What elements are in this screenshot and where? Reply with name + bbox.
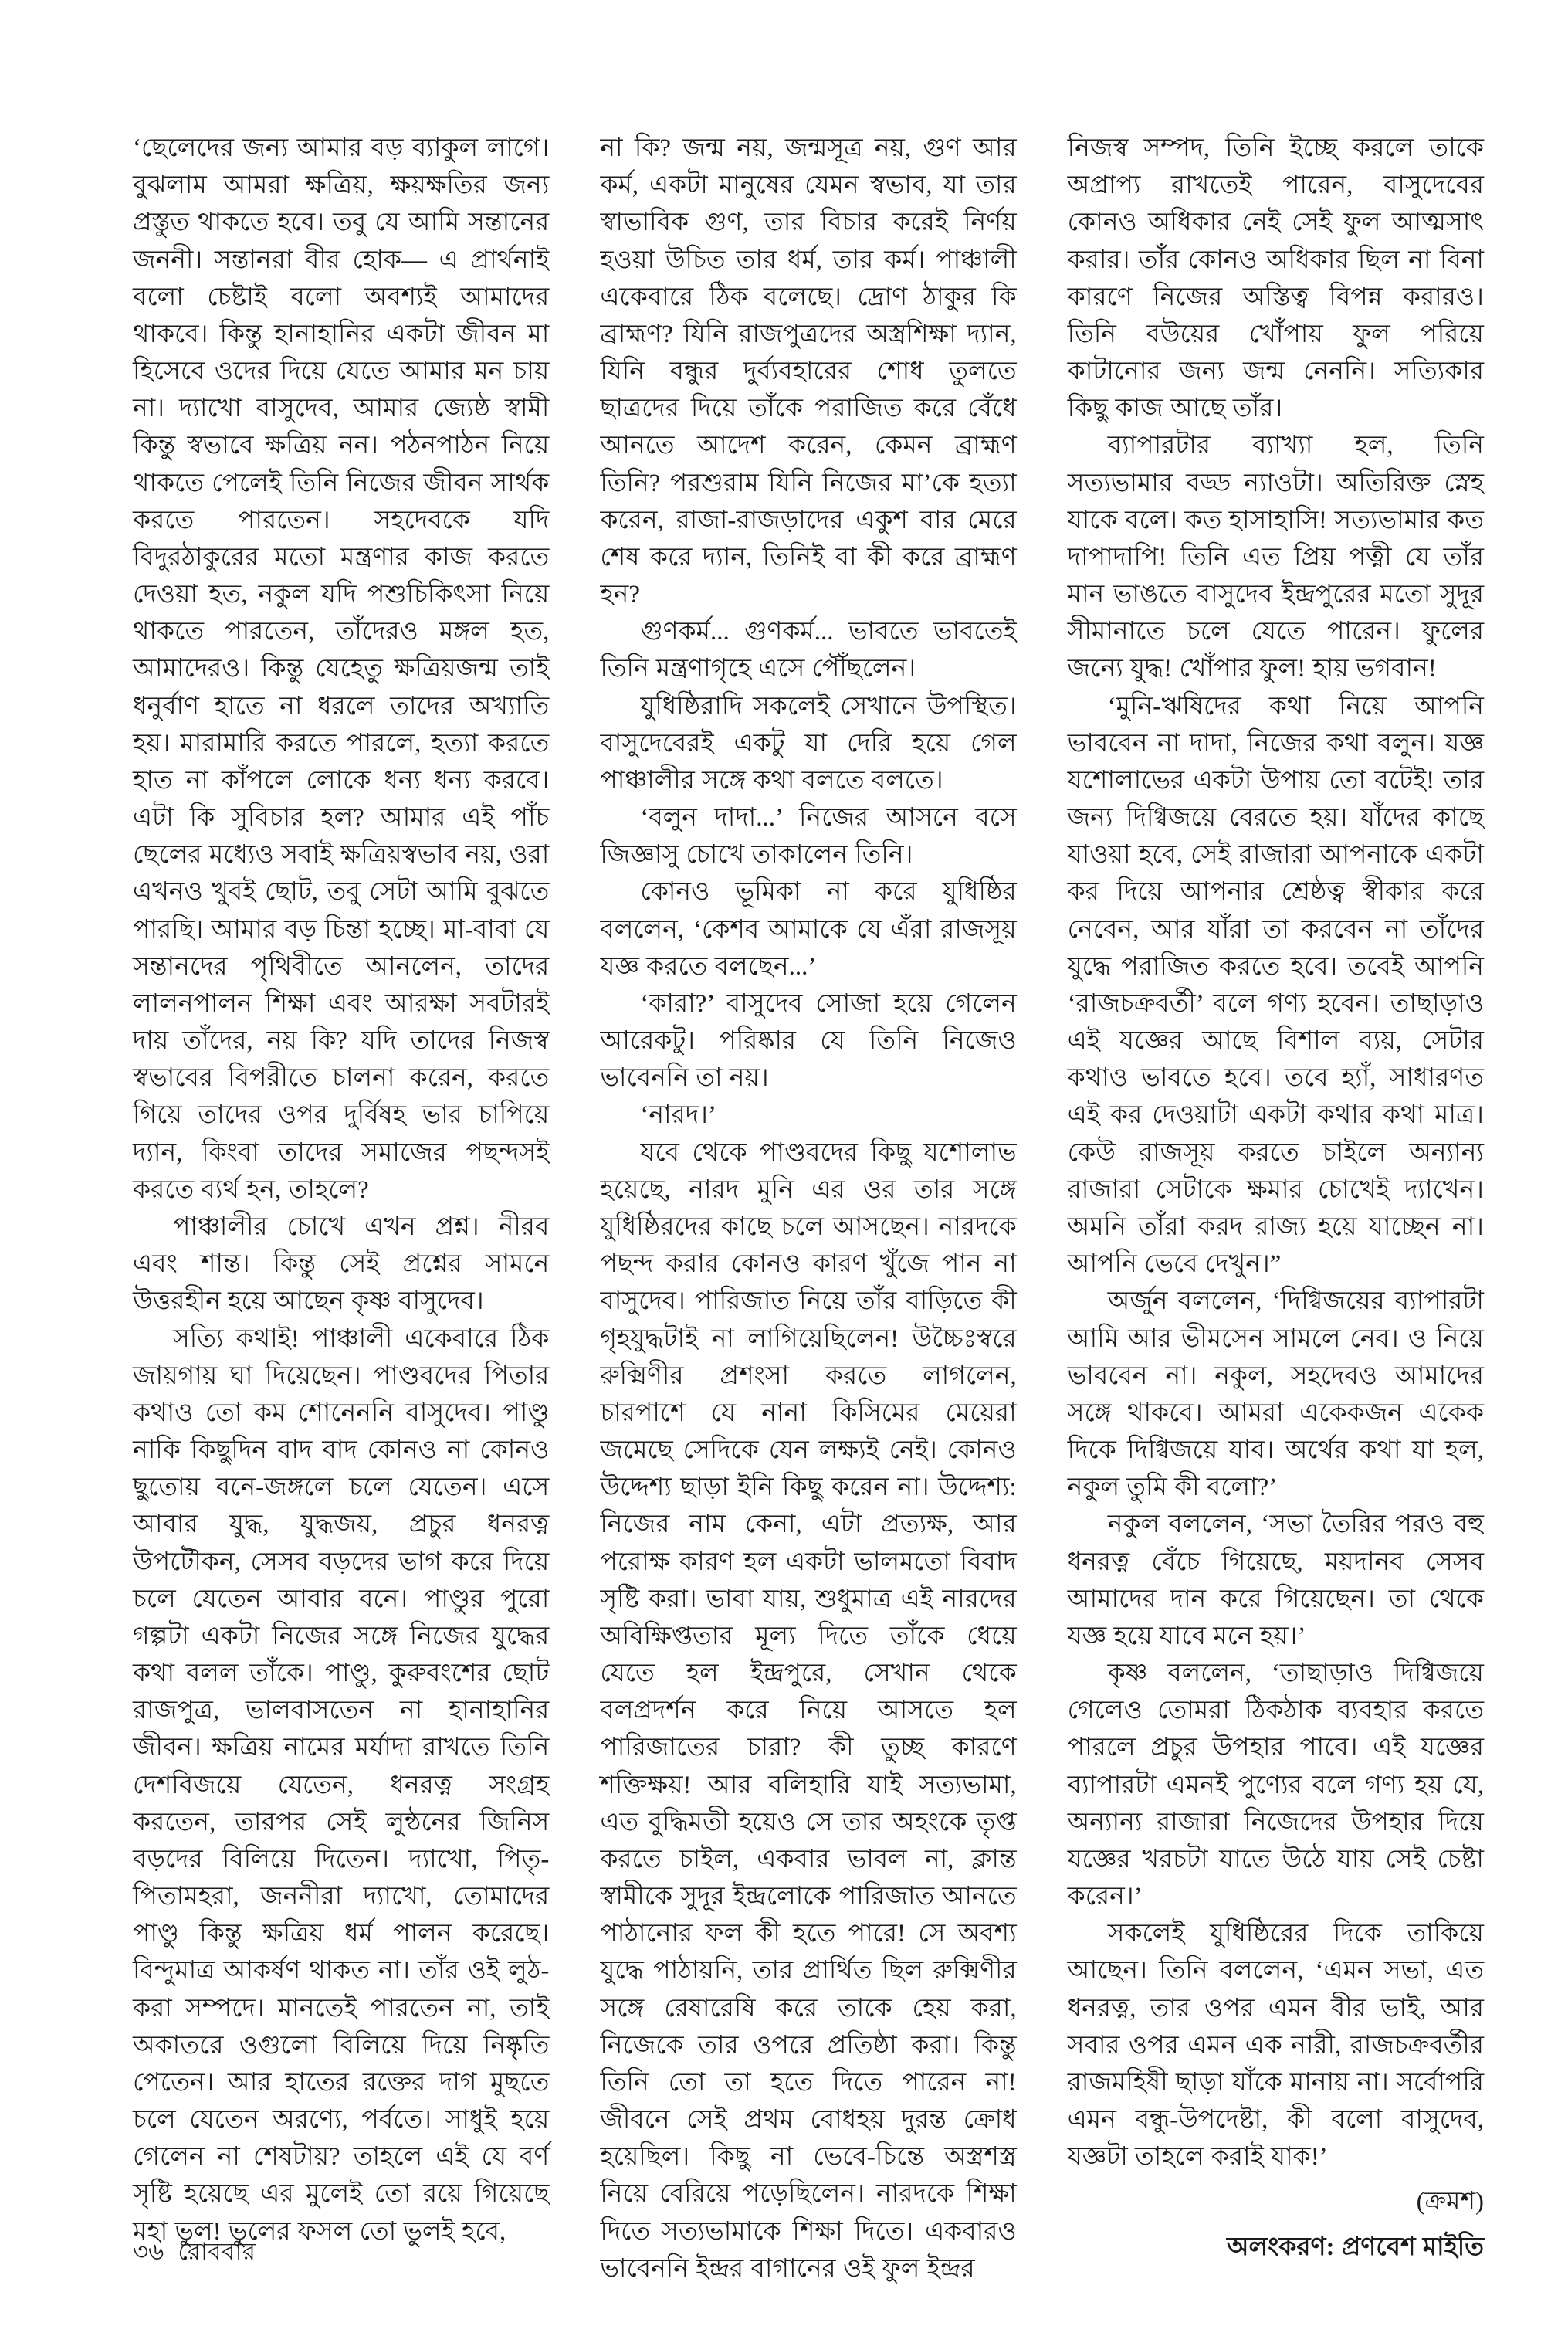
article-paragraph: কৃষ্ণ বললেন, ‘তাছাড়াও দিগ্বিজয়ে গেলেও তোমরা ঠিকঠাক ব্যবহার করতে পারলে প্রচুর উপহার পাবে। এই যজ্ঞের ব্যাপারটা এমনই পুণ্যের বলে গণ্য হয় যে, অন্যান্য রাজারা নিজেদের উপহার দিয়ে যজ্ঞের খরচটা যাতে উঠে যায় সেই চেষ্টা করেন।’ <box>1067 1660 1484 1911</box>
footer-page-number: ৩৬ <box>133 2238 164 2265</box>
article-paragraph: পাঞ্চালীর চোখে এখন প্রশ্ন। নীরব এবং শান্ত। কিন্তু সেই প্রশ্নের সামনে উত্তরহীন হয়ে আছেন কৃষ্ণ বাসুদেব। <box>133 1212 550 1316</box>
article-paragraph: অর্জুন বললেন, ‘দিগ্বিজয়ের ব্যাপারটা আমি আর ভীমসেন সামলে নেব। ও নিয়ে ভাববেন না। নকুল, সহদেবও আমাদের সঙ্গে থাকবে। আমরা একেকজন একেক দিকে দিগ্বিজয়ে যাব। অর্থের কথা যা হল, নকুল তুমি কী বলো?’ <box>1067 1287 1484 1502</box>
article-paragraph: ব্যাপারটার ব্যাখ্যা হল, তিনি সত্যভামার বড্ড ন্যাওটা। অতিরিক্ত স্নেহ যাকে বলে। কত হাসাহাসি! সত্যভামার কত দাপাদাপি! তিনি এত প্রিয় পত্নী যে তাঁর মান ভাঙতে বাসুদেব ইন্দ্রপুরের মতো সুদূর সীমানাতে চলে যেতে পারেন। ফুলের জন্যে যুদ্ধ! খোঁপার ফুল! হায় ভগবান! <box>1067 432 1484 683</box>
article-paragraph: (ক্রমশ) <box>1416 2188 1484 2216</box>
article-paragraph: সকলেই যুধিষ্ঠিরের দিকে তাকিয়ে আছেন। তিনি বললেন, ‘এমন সভা, এত ধনরত্ন, তার ওপর এমন বীর ভাই, আর সবার ওপর এমন এক নারী, রাজচক্রবর্তীর রাজমহিষী ছাড়া যাঁকে মানায় না। সর্বোপরি এমন বন্ধু-উপদেষ্টা, কী বলো বাসুদেব, যজ্ঞটা তাহলে করাই যাক!’ <box>1067 1920 1484 2172</box>
article-paragraph: যবে থেকে পাণ্ডবদের কিছু যশোলাভ হয়েছে, নারদ মুনি এর ওর তার সঙ্গে যুধিষ্ঠিরদের কাছে চলে আসছেন। নারদকে পছন্দ করার কোনও কারণ খুঁজে পান না বাসুদেব। পারিজাত নিয়ে তাঁর বাড়িতে কী গৃহযুদ্ধটাই না লাগিয়েছিলেন! উচ্চৈঃস্বরে রুক্মিণীর প্রশংসা করতে লাগলেন, চারপাশে যে নানা কিসিমের মেয়েরা জমেছে সেদিকে যেন লক্ষ্যই নেই। কোনও উদ্দেশ্য ছাড়া ইনি কিছু করেন না। উদ্দেশ্য: নিজের নাম কেনা, এটা প্রত্যক্ষ, আর পরোক্ষ কারণ হল একটা ভালমতো বিবাদ সৃষ্টি করা। ভাবা যায়, শুধুমাত্র এই নারদের অবিক্ষিপ্ততার মূল্য দিতে তাঁকে ধেয়ে যেতে হল ইন্দ্রপুরে, সেখান থেকে বলপ্রদর্শন করে নিয়ে আসতে হল পারিজাতের চারা? কী তুচ্ছ কারণে শক্তিক্ষয়! আর বলিহারি যাই সত্যভামা, এত বুদ্ধিমতী হয়েও সে তার অহংকে তৃপ্ত করতে চাইল, একবার ভাবল না, ক্লান্ত স্বামীকে সুদূর ইন্দ্রলোকে পারিজাত আনতে পাঠানোর ফল কী হতে পারে! সে অবশ্য যুদ্ধে পাঠায়নি, তার প্রার্থিত ছিল রুক্মিণীর সঙ্গে রেষারেষি করে তাকে হেয় করা, নিজেকে তার ওপরে প্রতিষ্ঠা করা। কিন্তু তিনি তো তা হতে দিতে পারেন না! জীবনে সেই প্রথম বোধহয় দুরন্ত ক্রোধ হয়েছিল। কিছু না ভেবে-চিন্তে অস্ত্রশস্ত্র নিয়ে বেরিয়ে পড়েছিলেন। নারদকে শিক্ষা দিতে সত্যভামাকে শিক্ষা দিতে। একবারও ভাবেননি ইন্দ্রর বাগানের ওই ফুল ইন্দ্রর <box>600 1138 1017 2283</box>
article-column-3 <box>1068 130 1484 2287</box>
article-paragraph: ‘ছেলেদের জন্য আমার বড় ব্যাকুল লাগে। বুঝলাম আমরা ক্ষত্রিয়, ক্ষয়ক্ষতির জন্য প্রস্তুত থাকতে হবে। তবু যে আমি সন্তানের জননী। সন্তানরা বীর হোক— এ প্রার্থনাই বলো চেষ্টাই বলো অবশ্যই আমাদের থাকবে। কিন্তু হানাহানির একটা জীবন মা হিসেবে ওদের দিয়ে যেতে আমার মন চায় না। দ্যাখো বাসুদেব, আমার জ্যেষ্ঠ স্বামী কিন্তু স্বভাবে ক্ষত্রিয় নন। পঠনপাঠন নিয়ে থাকতে পেলেই তিনি নিজের জীবন সার্থক করতে পারতেন। সহদেবকে যদি বিদুরঠাকুরের মতো মন্ত্রণার কাজ করতে দেওয়া হত, নকুল যদি পশুচিকিৎসা নিয়ে থাকতে পারতেন, তাঁদেরও মঙ্গল হত, আমাদেরও। কিন্তু যেহেতু ক্ষত্রিয়জন্ম তাই ধনুর্বাণ হাতে না ধরলে তাদের অখ্যাতি হয়। মারামারি করতে পারলে, হত্যা করতে হাত না কাঁপলে লোকে ধন্য ধন্য করবে। এটা কি সুবিচার হল? আমার এই পাঁচ ছেলের মধ্যেও সবাই ক্ষত্রিয়স্বভাব নয়, ওরা এখনও খুবই ছোট, তবু সেটা আমি বুঝতে পারছি। আমার বড় চিন্তা হচ্ছে। মা-বাবা যে সন্তানদের পৃথিবীতে আনলেন, তাদের লালনপালন শিক্ষা এবং আরক্ষা সবটারই দায় তাঁদের, নয় কি? যদি তাদের নিজস্ব স্বভাবের বিপরীতে চালনা করেন, করতে গিয়ে তাদের ওপর দুর্বিষহ ভার চাপিয়ে দ্যান, কিংবা তাদের সমাজের পছন্দসই করতে ব্যর্থ হন, তাহলে? <box>133 134 550 1204</box>
article-paragraph: যুধিষ্ঠিরাদি সকলেই সেখানে উপস্থিত। বাসুদেবেরই একটু যা দেরি হয়ে গেল পাঞ্চালীর সঙ্গে কথা বলতে বলতে। <box>600 692 1017 795</box>
article-column-2 <box>600 130 1016 2287</box>
article-paragraph: নিজস্ব সম্পদ, তিনি ইচ্ছে করলে তাকে অপ্রাপ্য রাখতেই পারেন, বাসুদেবের কোনও অধিকার নেই সেই ফুল আত্মসাৎ করার। তাঁর কোনও অধিকার ছিল না বিনা কারণে নিজের অস্তিত্ব বিপন্ন করারও। তিনি বউয়ের খোঁপায় ফুল পরিয়ে কাটানোর জন্য জন্ম নেননি। সত্যিকার কিছু কাজ আছে তাঁর। <box>1067 134 1484 423</box>
article-paragraph: কোনও ভূমিকা না করে যুধিষ্ঠির বললেন, ‘কেশব আমাকে যে এঁরা রাজসূয় যজ্ঞ করতে বলছেন...’ <box>600 878 1017 981</box>
article-paragraph: ‘মুনি-ঋষিদের কথা নিয়ে আপনি ভাববেন না দাদা, নিজের কথা বলুন। যজ্ঞ যশোলাভের একটা উপায় তো বটেই! তার জন্য দিগ্বিজয়ে বেরতে হয়। যাঁদের কাছে যাওয়া হবে, সেই রাজারা আপনাকে একটা কর দিয়ে আপনার শ্রেষ্ঠত্ব স্বীকার করে নেবেন, আর যাঁরা তা করবেন না তাঁদের যুদ্ধে পরাজিত করতে হবে। তবেই আপনি ‘রাজচক্রবর্তী’ বলে গণ্য হবেন। তাছাড়াও এই যজ্ঞের আছে বিশাল ব্যয়, সেটার কথাও ভাবতে হবে। তবে হ্যাঁ, সাধারণত এই কর দেওয়াটা একটা কথার কথা মাত্র। কেউ রাজসূয় করতে চাইলে অন্যান্য রাজারা সেটাকে ক্ষমার চোখেই দ্যাখেন। অমনি তাঁরা করদ রাজ্য হয়ে যাচ্ছেন না। আপনি ভেবে দেখুন।” <box>1067 692 1484 1279</box>
article-paragraph: নকুল বললেন, ‘সভা তৈরির পরও বহু ধনরত্ন বেঁচে গিয়েছে, ময়দানব সেসব আমাদের দান করে গিয়েছেন। তা থেকে যজ্ঞ হয়ে যাবে মনে হয়।’ <box>1067 1511 1484 1650</box>
article-paragraph: না কি? জন্ম নয়, জন্মসূত্র নয়, গুণ আর কর্ম, একটা মানুষের যেমন স্বভাব, যা তার স্বাভাবিক গুণ, তার বিচার করেই নির্ণয় হওয়া উচিত তার ধর্ম, তার কর্ম। পাঞ্চালী একেবারে ঠিক বলেছে। দ্রোণ ঠাকুর কি ব্রাহ্মণ? যিনি রাজপুত্রদের অস্ত্রশিক্ষা দ্যান, যিনি বন্ধুর দুর্ব্যবহারের শোধ তুলতে ছাত্রদের দিয়ে তাঁকে পরাজিত করে বেঁধে আনতে আদেশ করেন, কেমন ব্রাহ্মণ তিনি? পরশুরাম যিনি নিজের মা’কে হত্যা করেন, রাজা-রাজড়াদের একুশ বার মেরে শেষ করে দ্যান, তিনিই বা কী করে ব্রাহ্মণ হন? <box>600 134 1017 609</box>
article-paragraph: ‘কারা?’ বাসুদেব সোজা হয়ে গেলেন আরেকটু। পরিষ্কার যে তিনি নিজেও ভাবেননি তা নয়। <box>600 989 1017 1093</box>
article-body <box>133 130 1484 2287</box>
article-paragraph: অলংকরণ: প্রণবেশ মাইতি <box>1226 2233 1484 2261</box>
article-paragraph: ‘নারদ।’ <box>640 1101 716 1130</box>
article-paragraph: সত্যি কথাই! পাঞ্চালী একেবারে ঠিক জায়গায় ঘা দিয়েছেন। পাণ্ডবদের পিতার কথাও তো কম শোনেননি বাসুদেব। পাণ্ডু নাকি কিছুদিন বাদ বাদ কোনও না কোনও ছুতোয় বনে-জঙ্গলে চলে যেতেন। এসে আবার যুদ্ধ, যুদ্ধজয়, প্রচুর ধনরত্ন উপটৌকন, সেসব বড়দের ভাগ করে দিয়ে চলে যেতেন আবার বনে। পাণ্ডুর পুরো গল্পটা একটা নিজের সঙ্গে নিজের যুদ্ধের কথা বলল তাঁকে। পাণ্ডু, কুরুবংশের ছোট রাজপুত্র, ভালবাসতেন না হানাহানির জীবন। ক্ষত্রিয় নামের মর্যাদা রাখতে তিনি দেশবিজয়ে যেতেন, ধনরত্ন সংগ্রহ করতেন, তারপর সেই লুন্ঠনের জিনিস বড়দের বিলিয়ে দিতেন। দ্যাখো, পিতৃ-পিতামহরা, জননীরা দ্যাখো, তোমাদের পাণ্ডু কিন্তু ক্ষত্রিয় ধর্ম পালন করেছে। বিন্দুমাত্র আকর্ষণ থাকত না। তাঁর ওই লুঠ-করা সম্পদে। মানতেই পারতেন না, তাই অকাতরে ওগুলো বিলিয়ে দিয়ে নিষ্কৃতি পেতেন। আর হাতের রক্তের দাগ মুছতে চলে যেতেন অরণ্যে, পর্বতে। সাধুই হয়ে গেলেন না শেষটায়? তাহলে এই যে বর্ণ সৃষ্টি হয়েছে এর মুলেই তো রয়ে গিয়েছে মহা ভুল! ভুলের ফসল তো ভুলই হবে, <box>133 1324 550 2246</box>
footer-magazine-name: রোববার <box>178 2238 256 2265</box>
article-paragraph: ‘বলুন দাদা...’ নিজের আসনে বসে জিজ্ঞাসু চোখে তাকালেন তিনি। <box>600 804 1017 870</box>
article-column-1 <box>133 130 549 2287</box>
page-footer <box>133 2233 256 2273</box>
article-paragraph: গুণকর্ম... গুণকর্ম... ভাবতে ভাবতেই তিনি মন্ত্রণাগৃহে এসে পৌঁছলেন। <box>600 618 1017 683</box>
